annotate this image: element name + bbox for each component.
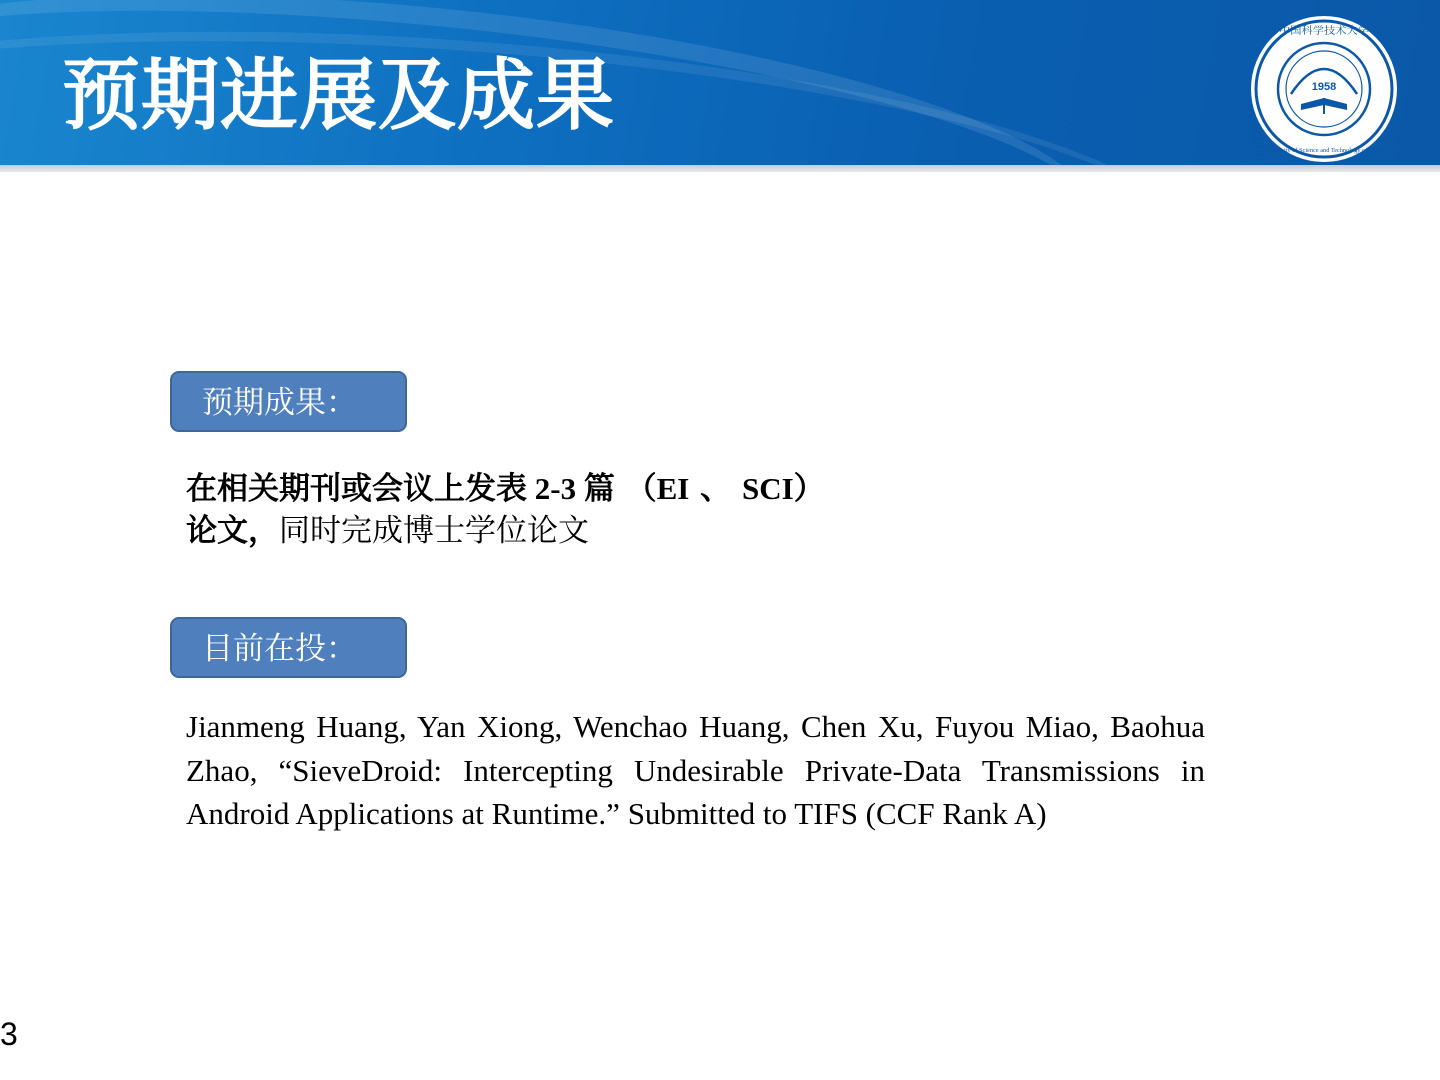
logo-year: 1958 bbox=[1311, 81, 1337, 93]
expected-results-label: 预期成果： bbox=[170, 371, 407, 432]
university-logo bbox=[1249, 14, 1399, 164]
expected-text-publish: 在相关期刊或会议上发表 bbox=[186, 471, 527, 507]
expected-text-ei: EI bbox=[656, 471, 690, 506]
submitted-paper-citation: Jianmeng Huang, Yan Xiong, Wenchao Huang, Chen Xu, Fuyou Miao, Baohua Zhao, “SieveDroid: Intercepting Undesirable Private-Data Transmissions in Android Applications at Runtime.” Submitted to TIFS (CCF Rank A) bbox=[186, 709, 1205, 831]
header-divider bbox=[0, 165, 1440, 172]
expected-results-line-1 bbox=[186, 468, 1086, 510]
submitted-label: 目前在投： bbox=[170, 617, 407, 678]
expected-text-separator: 、 bbox=[689, 471, 742, 507]
logo-english-name: University of Science and Technology of China bbox=[1264, 147, 1385, 154]
expected-text-unit: 篇 （ bbox=[583, 471, 657, 507]
page-number: 3 bbox=[0, 1016, 18, 1052]
expected-text-dissertation: 同时完成博士学位论文 bbox=[279, 513, 589, 549]
expected-text-papers: 论文， bbox=[186, 513, 279, 549]
slide-title: 预期进展及成果 bbox=[62, 51, 616, 141]
expected-text-sci: SCI bbox=[741, 471, 794, 506]
expected-results-text bbox=[186, 468, 1086, 552]
logo-chinese-name: 中国科学技术大学 bbox=[1279, 26, 1359, 37]
expected-results-line-2 bbox=[186, 510, 1086, 552]
expected-text-count: 2-3 bbox=[527, 471, 584, 506]
expected-text-close-paren: ） bbox=[793, 471, 825, 507]
